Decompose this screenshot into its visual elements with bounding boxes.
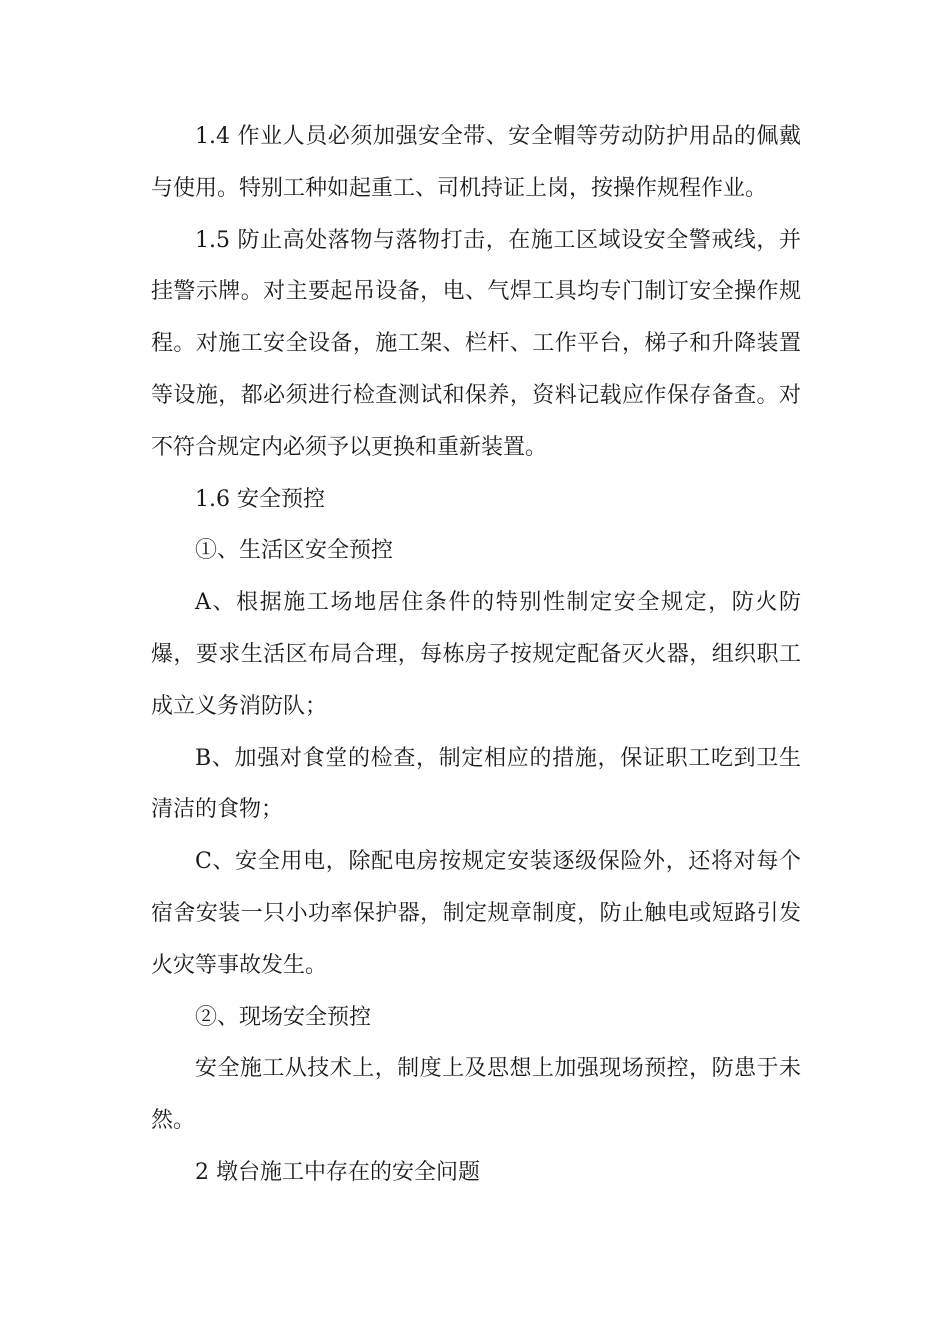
heading-section-2: 2 墩台施工中存在的安全问题 <box>195 1159 480 1185</box>
subheading-site-safety: ②、现场安全预控 <box>195 1004 372 1030</box>
document-body <box>151 111 801 1199</box>
heading-1-6: 1.6 安全预控 <box>195 486 325 512</box>
paragraph-1-4: 1.4 作业人员必须加强安全带、安全帽等劳动防护用品的佩戴与使用。特别工种如起重工、司机持证上岗，按操作规程作业。 <box>151 124 801 201</box>
subheading-living-area: ①、生活区安全预控 <box>195 538 394 564</box>
paragraph-1-5: 1.5 防止高处落物与落物打击，在施工区域设安全警戒线，并挂警示牌。对主要起吊设备，电、气焊工具均专门制订安全操作规程。对施工安全设备，施工架、栏杆、工作平台，梯子和升降装置等设施，都必须进行检查测试和保养，资料记载应作保存备查。对不符合规定内必须予以更换和重新装置。 <box>151 227 801 460</box>
paragraph-site-safety: 安全施工从技术上，制度上及思想上加强现场预控，防患于未然。 <box>151 1056 801 1134</box>
paragraph-item-c: C、安全用电，除配电房按规定安装逐级保险外，还将对每个宿舍安装一只小功率保护器，制定规章制度，防止触电或短路引发火灾等事故发生。 <box>151 849 801 978</box>
paragraph-item-b: B、加强对食堂的检查，制定相应的措施，保证职工吃到卫生清洁的食物； <box>151 745 801 823</box>
paragraph-item-a: A、根据施工场地居住条件的特别性制定安全规定，防火防爆，要求生活区布局合理，每栋房子按规定配备灭火器，组织职工成立义务消防队； <box>151 590 801 719</box>
